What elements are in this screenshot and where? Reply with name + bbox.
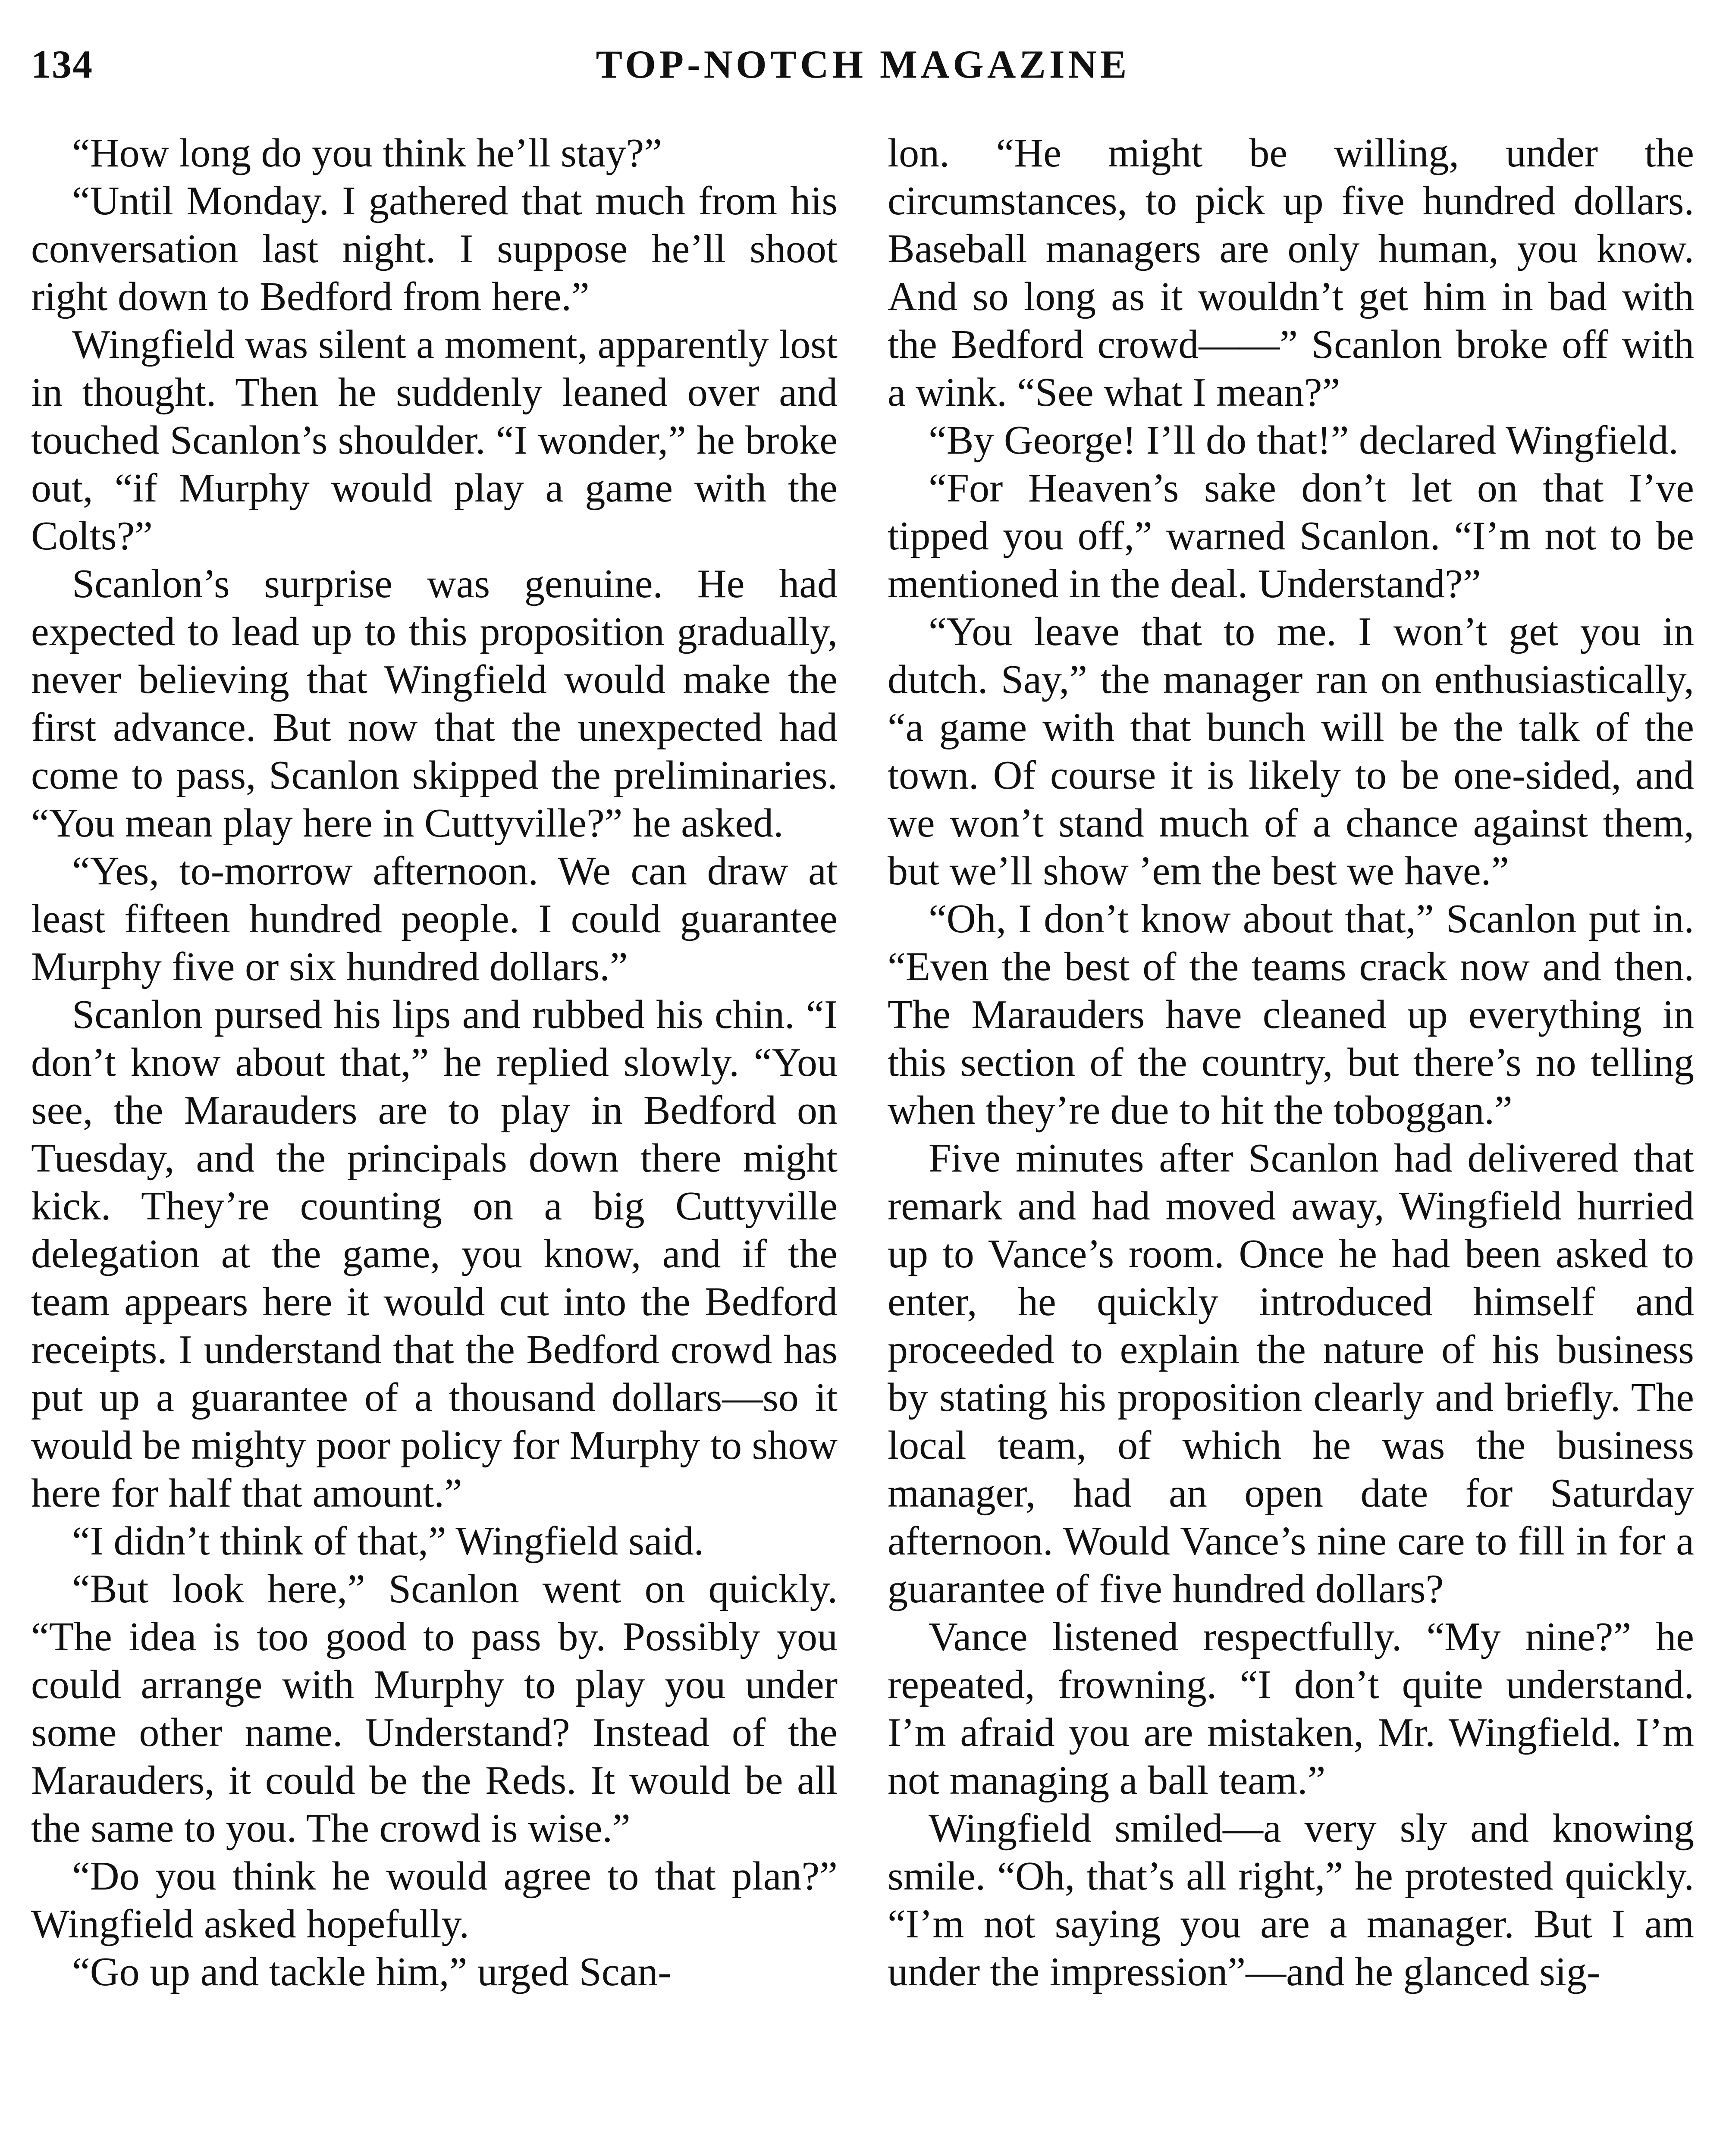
paragraph: “Yes, to-morrow afternoon. We can draw at least fifteen hundred people. I could guarantee Murphy five or six hundred dollars.” xyxy=(31,849,838,989)
paragraph: Five minutes after Scanlon had delivered that remark and had moved away, Wingfield hurried up to Vance’s room. Once he had been asked to enter, he quickly introduced himself and proceeded to explain the nature of his business by stating his proposition clearly and briefly. The local team, of which he was the business manager, had an open date for Saturday afternoon. Would Vance’s nine care to fill in for a guarantee of five hundred dollars? xyxy=(888,1136,1694,1611)
running-head: TOP-NOTCH MAGAZINE xyxy=(596,42,1130,86)
paragraph: “Until Monday. I gathered that much from his conversation last night. I suppose he’ll shoot right down to Bedford from here.” xyxy=(31,179,838,319)
paragraph: “I didn’t think of that,” Wingfield said. xyxy=(72,1519,704,1564)
paragraph: “But look here,” Scanlon went on quickly. “The idea is too good to pass by. Possibly you could arrange with Murphy to play you under some other name. Understand? Instead of the Marauders, it could be the Reds. It would be all the same to you. The crowd is wise.” xyxy=(31,1567,838,1851)
right-column xyxy=(888,129,1694,1996)
paragraph: “Go up and tackle him,” urged Scan- xyxy=(72,1949,672,1994)
paragraph: Vance listened respectfully. “My nine?” he repeated, frowning. “I don’t quite understand. I’m afraid you are mistaken, Mr. Wingfield. I’m not managing a ball team.” xyxy=(888,1614,1694,1803)
paragraph: Scanlon’s surprise was genuine. He had expected to lead up to this proposition gradually, never believing that Wingfield would make the first advance. But now that the unexpected had come to pass, Scanlon skipped the preliminaries. “You mean play here in Cuttyville?” he asked. xyxy=(31,561,838,846)
paragraph: “How long do you think he’ll stay?” xyxy=(72,131,662,175)
paragraph: “By George! I’ll do that!” declared Wingfield. xyxy=(929,418,1679,463)
paragraph: “Oh, I don’t know about that,” Scanlon put in. “Even the best of the teams crack now and then. The Marauders have cleaned up everything in this section of the country, but there’s no telling when they’re due to hit the toboggan.” xyxy=(888,896,1694,1133)
paragraph-continued: lon. “He might be willing, under the circumstances, to pick up five hundred dollars. Baseball managers are only human, you know. And so long as it wouldn’t get him in bad with the Bedford crowd——” Scanlon broke off with a wink. “See what I mean?” xyxy=(888,131,1694,415)
paragraph: Scanlon pursed his lips and rubbed his chin. “I don’t know about that,” he replied slowly. “You see, the Marauders are to play in Bedford on Tuesday, and the principals down there might kick. They’re counting on a big Cuttyville delegation at the game, you know, and if the team appears here it would cut into the Bedford receipts. I understand that the Bedford crowd has put up a guarantee of a thousand dollars—so it would be mighty poor policy for Murphy to show here for half that amount.” xyxy=(31,992,838,1516)
paragraph: “For Heaven’s sake don’t let on that I’ve tipped you off,” warned Scanlon. “I’m not to be mentioned in the deal. Understand?” xyxy=(888,466,1694,606)
paragraph: Wingfield smiled—a very sly and knowing smile. “Oh, that’s all right,” he protested quickly. “I’m not saying you are a manager. But I am under the impression”—and he glanced sig- xyxy=(888,1806,1694,1994)
paragraph: Wingfield was silent a moment, apparently lost in thought. Then he suddenly leaned over and touched Scanlon’s shoulder. “I wonder,” he broke out, “if Murphy would play a game with the Colts?” xyxy=(31,322,838,558)
page-number: 134 xyxy=(31,42,93,86)
left-column xyxy=(31,129,838,1996)
page-header xyxy=(31,41,1695,106)
paragraph: “You leave that to me. I won’t get you in dutch. Say,” the manager ran on enthusiastically, “a game with that bunch will be the talk of the town. Of course it is likely to be one-sided, and we won’t stand much of a chance against them, but we’ll show ’em the best we have.” xyxy=(888,609,1694,893)
paragraph: “Do you think he would agree to that plan?” Wingfield asked hopefully. xyxy=(31,1854,838,1946)
